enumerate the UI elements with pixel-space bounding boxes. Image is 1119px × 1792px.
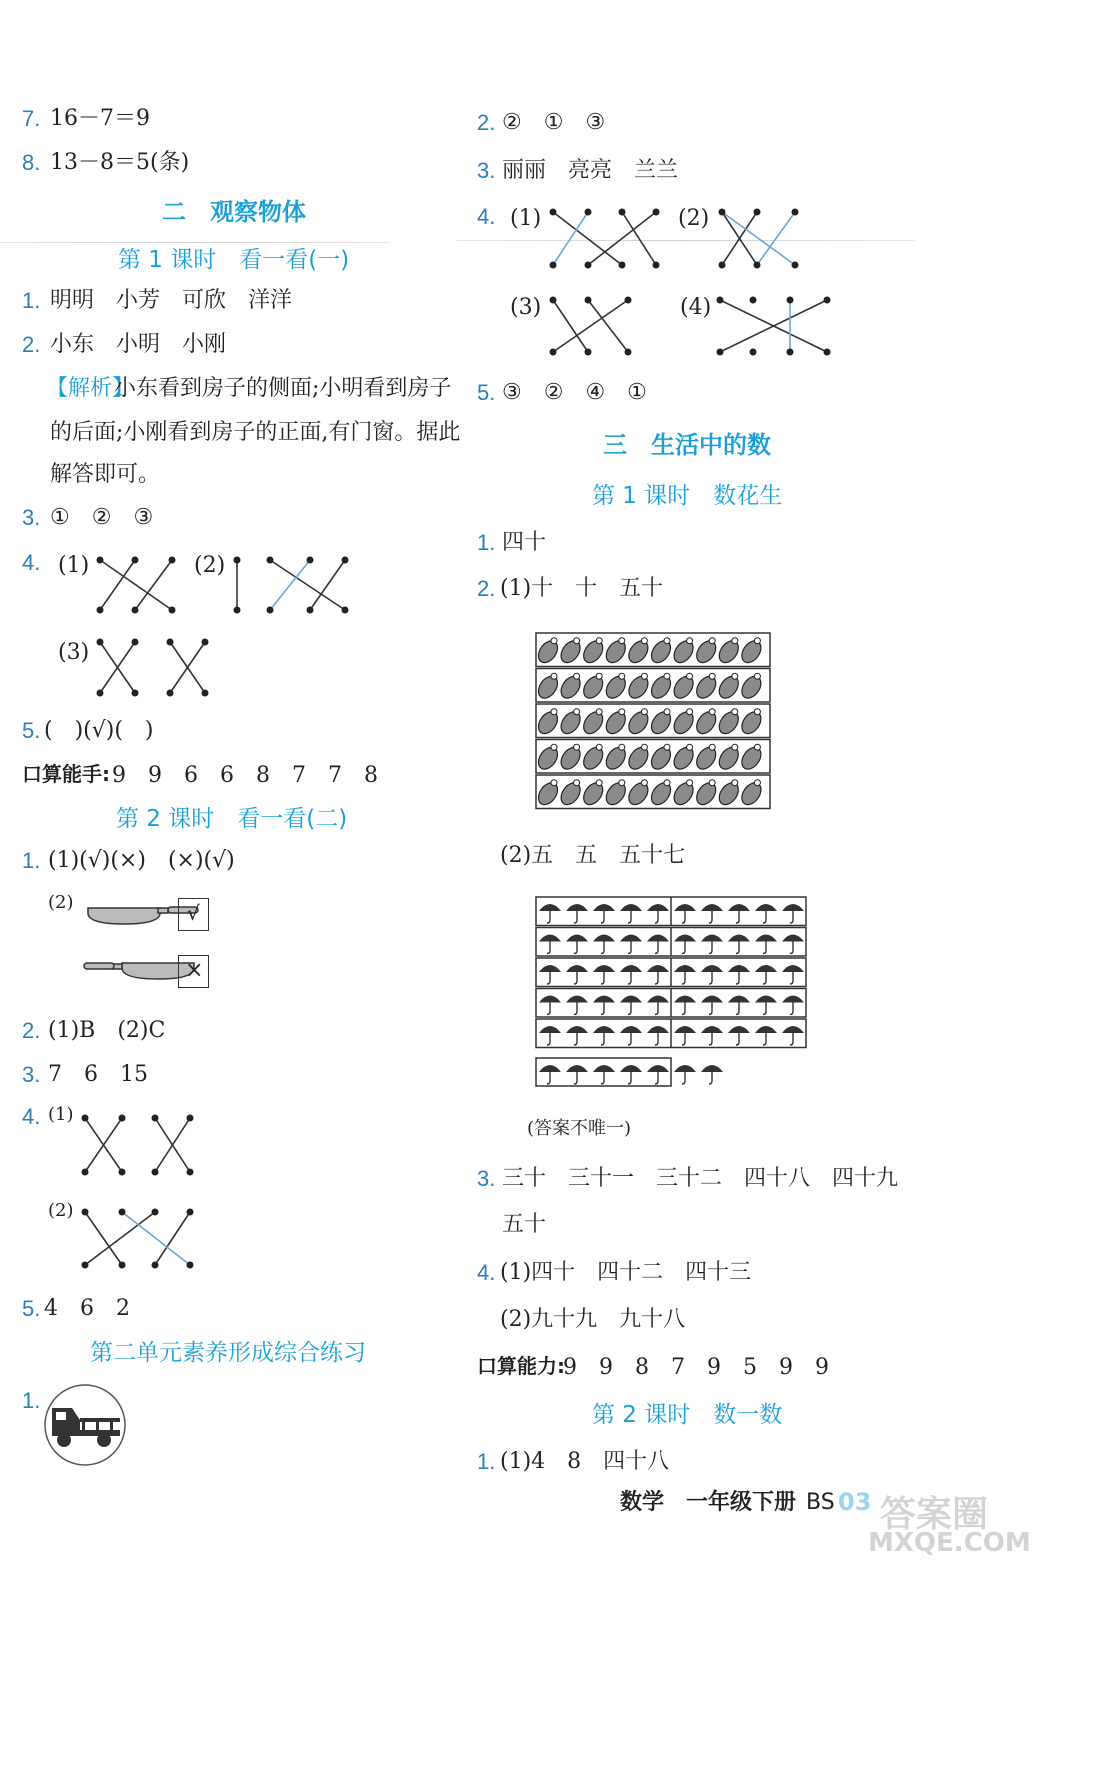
part-label: (2) (48, 1200, 74, 1221)
r-l1-q2-part1: (1)十 十 五十 (500, 576, 664, 601)
r-l2-q1-number: 1. (477, 1449, 496, 1474)
analysis-tag: 【解析】 (46, 376, 135, 401)
rev-q1-number: 1. (22, 1388, 41, 1413)
lesson1-title: 第 1 课时 看一看(一) (118, 247, 350, 273)
part-label: (2) (48, 892, 74, 913)
watermark-logo: 答案圈 (880, 1494, 989, 1535)
oral-calc-label: 口算能力: (477, 1354, 565, 1378)
l1-q1-number: 1. (22, 288, 41, 313)
r-q5-answer: ③ ② ④ ① (502, 380, 647, 405)
unit3-title: 三 生活中的数 (603, 431, 771, 459)
oral-calc-values: 9 9 8 7 9 5 9 9 (563, 1355, 829, 1380)
analysis-line: 小东看到房子的侧面;小明看到房子 (114, 376, 452, 401)
r-l2-q1-answer: (1)4 8 四十八 (500, 1449, 670, 1474)
q7-number: 7. (22, 106, 41, 131)
r-l1-q4-part1: (1)四十 四十二 四十三 (500, 1260, 752, 1285)
r-l1-q3-line: 三十 三十一 三十二 四十八 四十九 (502, 1166, 899, 1191)
l2-q5-number: 5. (22, 1296, 41, 1321)
r-lesson1-title: 第 1 课时 数花生 (592, 483, 783, 509)
l1-q4-number: 4. (22, 550, 41, 575)
l2-q1-answer: (1)(√)(×) (×)(√) (48, 848, 235, 873)
check-mark: √ (187, 901, 200, 925)
q8-answer: 13－8＝5(条) (50, 150, 190, 175)
r-l1-q3-line: 五十 (502, 1212, 547, 1237)
part-label: (1) (58, 553, 90, 578)
l2-q3-answer: 7 6 15 (48, 1062, 148, 1087)
part-label: (4) (680, 295, 712, 320)
l2-q4-number: 4. (22, 1104, 41, 1129)
part-label: (1) (48, 1104, 74, 1125)
r-lesson2-title: 第 2 课时 数一数 (592, 1402, 783, 1428)
part-label: (1) (510, 206, 542, 231)
answer-note: (答案不唯一) (527, 1118, 632, 1139)
umbrella-icon (701, 1065, 723, 1084)
analysis-line: 的后面;小刚看到房子的正面,有门窗。据此 (50, 420, 461, 445)
l2-q3-number: 3. (22, 1062, 41, 1087)
r-l1-q3-number: 3. (477, 1166, 496, 1191)
l1-q5-number: 5. (22, 718, 41, 743)
oral-calc-values: 9 9 6 6 8 7 7 8 (112, 763, 378, 788)
r-q5-number: 5. (477, 380, 496, 405)
q8-number: 8. (22, 150, 41, 175)
r-q2-answer: ② ① ③ (502, 110, 606, 135)
part-label: (3) (58, 640, 90, 665)
r-l1-q4-part2: (2)九十九 九十八 (500, 1307, 686, 1332)
review-title: 第二单元素养形成综合练习 (90, 1340, 366, 1366)
footer-edition: BS (806, 1490, 835, 1515)
r-q2-number: 2. (477, 110, 496, 135)
watermark-url: MXQE.COM (868, 1528, 1031, 1558)
l1-q2-answer: 小东 小明 小刚 (50, 332, 227, 357)
r-l1-q1-answer: 四十 (502, 530, 547, 555)
q7-answer: 16－7＝9 (50, 106, 150, 131)
r-l1-q2-number: 2. (477, 576, 496, 601)
part-label: (2) (194, 553, 226, 578)
r-l1-q1-number: 1. (477, 530, 496, 555)
l1-q3-answer: ① ② ③ (50, 505, 154, 530)
cross-mark: × (185, 958, 204, 983)
l2-q2-answer: (1)B (2)C (48, 1018, 166, 1043)
r-q4-number: 4. (477, 204, 496, 229)
oral-calc-label: 口算能手: (22, 762, 110, 786)
l2-q5-answer: 4 6 2 (44, 1296, 130, 1321)
part-label: (3) (510, 295, 542, 320)
r-q3-answer: 丽丽 亮亮 兰兰 (502, 158, 679, 183)
l1-q2-number: 2. (22, 332, 41, 357)
l2-q1-number: 1. (22, 848, 41, 873)
l2-q2-number: 2. (22, 1018, 41, 1043)
l1-q5-answer: ( )(√)( ) (44, 718, 154, 743)
r-l1-q4-number: 4. (477, 1260, 496, 1285)
unit2-title: 二 观察物体 (162, 198, 306, 226)
l1-q1-answer: 明明 小芳 可欣 洋洋 (50, 288, 293, 313)
footer-book-title: 数学 一年级下册 (620, 1490, 797, 1515)
page-number: 03 (838, 1488, 872, 1516)
r-l1-q2-part2: (2)五 五 五十七 (500, 843, 686, 868)
l1-q3-number: 3. (22, 505, 41, 530)
analysis-line: 解答即可。 (50, 462, 161, 487)
umbrella-icon (674, 1065, 696, 1084)
lesson2-title: 第 2 课时 看一看(二) (116, 806, 348, 832)
r-q3-number: 3. (477, 158, 496, 183)
part-label: (2) (678, 206, 710, 231)
